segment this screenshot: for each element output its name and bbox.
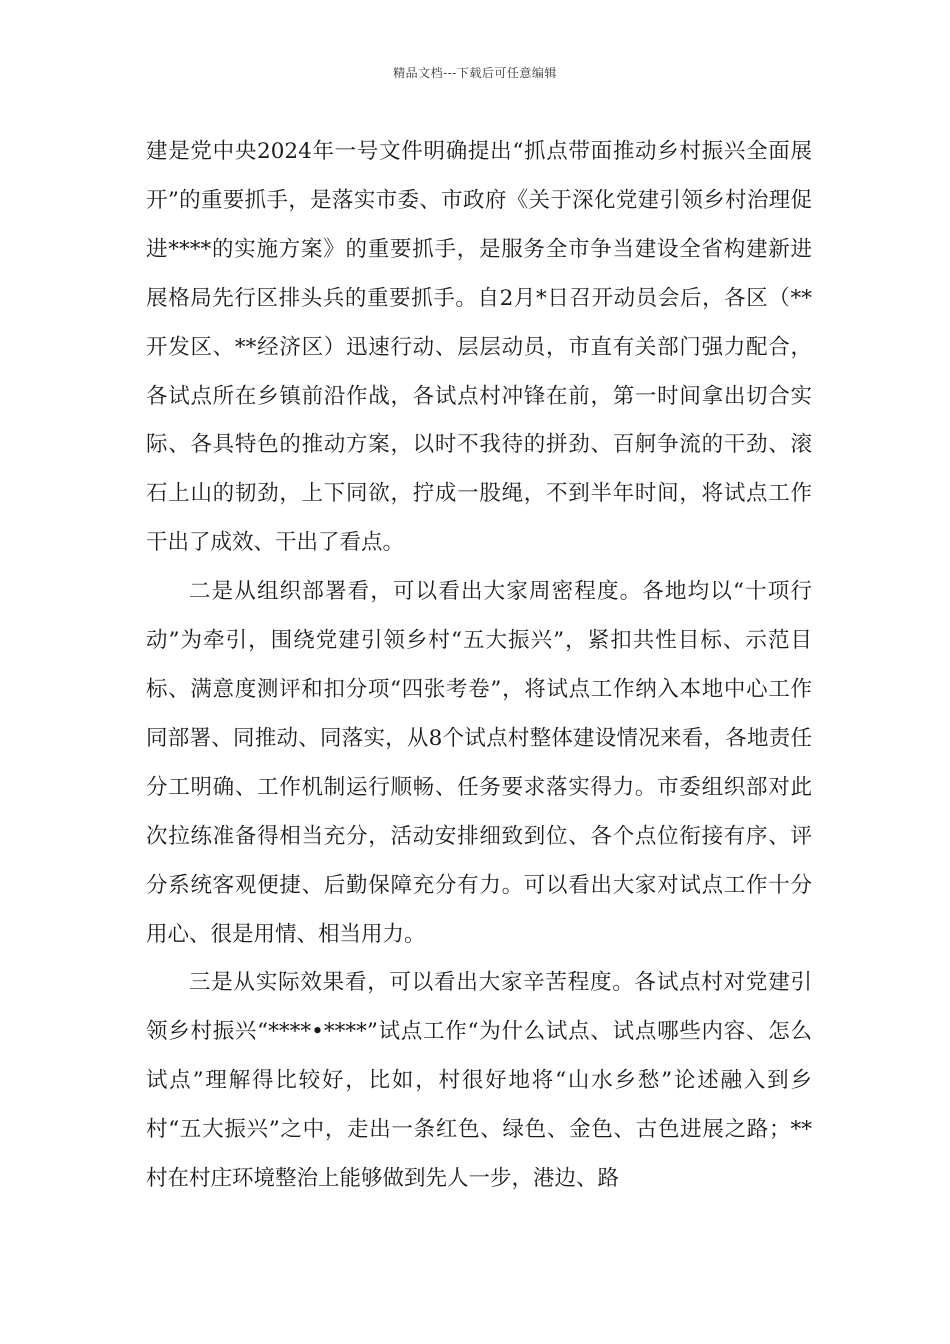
- paragraph-organization: 二是从组织部署看，可以看出大家周密程度。各地均以“十项行动”为牵引，围绕党建引领乡村“五大振兴”，紧扣共性目标、示范目标、满意度测评和扣分项“四张考卷”，将试点工作纳入本地中心工作同部署、同推动、同落实，从8个试点村整体建设情况来看，各地责任分工明确、工作机制运行顺畅、任务要求落实得力。市委组织部对此次拉练准备得相当充分，活动安排细致到位、各个点位衔接有序、评分系统客观便捷、后勤保障充分有力。可以看出大家对试点工作十分用心、很是用情、相当用力。: [146, 579, 812, 947]
- page-header: 精品文档---下载后可任意编辑: [393, 66, 557, 80]
- paragraph-continued: 建是党中央2024年一号文件明确提出“抓点带面推动乡村振兴全面展开”的重要抓手，是落实市委、市政府《关于深化党建引领乡村治理促进****的实施方案》的重要抓手，是服务全市争当建设全省构建新进展格局先行区排头兵的重要抓手。自2月*日召开动员会后，各区（**开发区、**经济区）迅速行动、层层动员，市直有关部门强力配合，各试点所在乡镇前沿作战，各试点村冲锋在前，第一时间拿出切合实际、各具特色的推动方案，以时不我待的拼劲、百舸争流的干劲、滚石上山的韧劲，上下同欲，拧成一股绳，不到半年时间，将试点工作干出了成效、干出了看点。: [146, 139, 812, 556]
- paragraph-effect: 三是从实际效果看，可以看出大家辛苦程度。各试点村对党建引领乡村振兴“****•****”试点工作“为什么试点、试点哪些内容、怎么试点”理解得比较好，比如，村很好地将“山水乡愁”论述融入到乡村“五大振兴”之中，走出一条红色、绿色、金色、古色进展之路；**村在村庄环境整治上能够做到先人一步，港边、路: [146, 970, 812, 1192]
- document-body: [146, 128, 812, 1204]
